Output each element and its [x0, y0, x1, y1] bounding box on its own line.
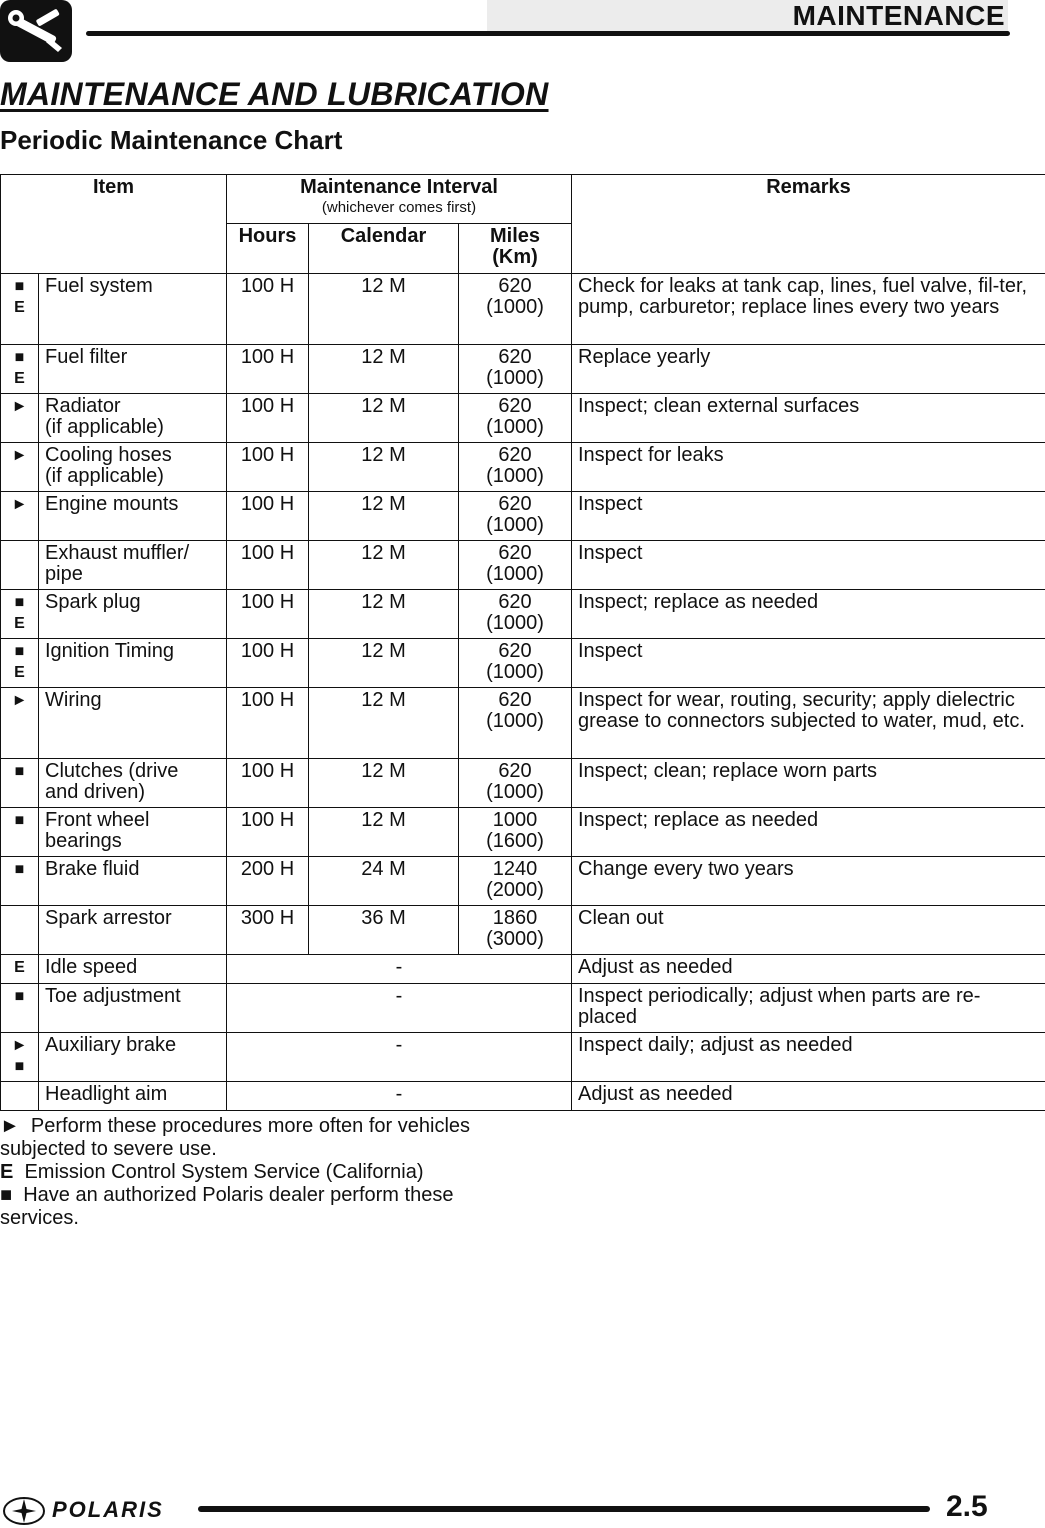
row-symbols: ►: [1, 688, 39, 759]
row-calendar: 24 M: [309, 857, 459, 906]
polaris-star-icon: [2, 1496, 48, 1526]
row-symbols: [1, 906, 39, 955]
row-hours: 100 H: [227, 345, 309, 394]
row-remarks: Inspect; clean; replace worn parts: [572, 759, 1045, 808]
header-calendar: Calendar: [309, 224, 459, 274]
row-symbols: [1, 541, 39, 590]
row-hours: 100 H: [227, 639, 309, 688]
row-calendar: 12 M: [309, 688, 459, 759]
table-row: [1, 639, 1045, 688]
row-miles: 620 (1000): [459, 759, 572, 808]
legend-severe-use: ► Perform these procedures more often for vehicles subjected to severe use.: [0, 1115, 471, 1160]
row-miles: 1240 (2000): [459, 857, 572, 906]
row-item: Brake fluid: [39, 857, 227, 906]
row-interval: -: [227, 955, 572, 984]
row-remarks: Inspect daily; adjust as needed: [572, 1033, 1045, 1082]
row-remarks: Inspect for leaks: [572, 443, 1045, 492]
legend-dealer: ■ Have an authorized Polaris dealer perform these services.: [0, 1184, 454, 1229]
row-miles: 1000 (1600): [459, 808, 572, 857]
table-row: [1, 394, 1045, 443]
table-row: [1, 808, 1045, 857]
table-row: [1, 759, 1045, 808]
row-hours: 100 H: [227, 688, 309, 759]
footer-rule: [198, 1506, 930, 1512]
row-remarks: Inspect periodically; adjust when parts are re-placed: [572, 984, 1045, 1033]
table-row: [1, 857, 1045, 906]
table-row: [1, 541, 1045, 590]
row-remarks: Adjust as needed: [572, 955, 1045, 984]
row-item: Toe adjustment: [39, 984, 227, 1033]
row-symbols: ■: [1, 759, 39, 808]
row-interval: -: [227, 1033, 572, 1082]
header-rule: [86, 31, 1010, 36]
row-item: Ignition Timing: [39, 639, 227, 688]
row-interval: -: [227, 984, 572, 1033]
row-remarks: Adjust as needed: [572, 1082, 1045, 1111]
row-item: Spark arrestor: [39, 906, 227, 955]
row-calendar: 36 M: [309, 906, 459, 955]
row-symbols: [1, 1082, 39, 1111]
wrench-screwdriver-icon: [6, 8, 66, 54]
table-row: [1, 1033, 1045, 1082]
row-calendar: 12 M: [309, 394, 459, 443]
row-calendar: 12 M: [309, 808, 459, 857]
row-remarks: Inspect: [572, 492, 1045, 541]
row-symbols: ► ■: [1, 1033, 39, 1082]
row-miles: 620 (1000): [459, 274, 572, 345]
row-miles: 620 (1000): [459, 590, 572, 639]
row-miles: 620 (1000): [459, 541, 572, 590]
row-hours: 100 H: [227, 274, 309, 345]
row-miles: 1860 (3000): [459, 906, 572, 955]
row-symbols: ■ E: [1, 590, 39, 639]
emission-icon: E: [0, 1161, 14, 1183]
table-row: [1, 345, 1045, 394]
row-symbols: ■: [1, 857, 39, 906]
table-row: [1, 955, 1045, 984]
row-item: Radiator (if applicable): [39, 394, 227, 443]
row-item: Clutches (drive and driven): [39, 759, 227, 808]
row-remarks: Inspect; replace as needed: [572, 590, 1045, 639]
page-title: MAINTENANCE AND LUBRICATION: [0, 76, 549, 112]
row-hours: 100 H: [227, 541, 309, 590]
row-item: Front wheel bearings: [39, 808, 227, 857]
header-interval: Maintenance Interval (whichever comes first): [227, 175, 572, 224]
chart-legend: [0, 1115, 500, 1230]
row-item: Headlight aim: [39, 1082, 227, 1111]
table-row: [1, 906, 1045, 955]
brand-logo: POLARIS: [52, 1497, 164, 1522]
row-calendar: 12 M: [309, 759, 459, 808]
header-item: Item: [1, 175, 227, 274]
row-hours: 100 H: [227, 808, 309, 857]
row-remarks: Clean out: [572, 906, 1045, 955]
row-item: Idle speed: [39, 955, 227, 984]
row-remarks: Replace yearly: [572, 345, 1045, 394]
row-interval: -: [227, 1082, 572, 1111]
page-number: 2.5: [946, 1490, 988, 1523]
row-remarks: Check for leaks at tank cap, lines, fuel valve, fil-ter, pump, carburetor; replace lines every two years: [572, 274, 1045, 345]
row-symbols: ■: [1, 984, 39, 1033]
row-symbols: ►: [1, 492, 39, 541]
legend-emission: E Emission Control System Service (California): [0, 1161, 424, 1183]
row-calendar: 12 M: [309, 541, 459, 590]
arrow-icon: ►: [0, 1115, 20, 1137]
row-calendar: 12 M: [309, 443, 459, 492]
row-miles: 620 (1000): [459, 639, 572, 688]
row-symbols: E: [1, 955, 39, 984]
row-remarks: Change every two years: [572, 857, 1045, 906]
table-row: [1, 492, 1045, 541]
header-hours: Hours: [227, 224, 309, 274]
row-calendar: 12 M: [309, 639, 459, 688]
row-item: Exhaust muffler/ pipe: [39, 541, 227, 590]
row-remarks: Inspect: [572, 639, 1045, 688]
row-hours: 300 H: [227, 906, 309, 955]
maintenance-chart-table: [0, 174, 1045, 1111]
row-hours: 100 H: [227, 443, 309, 492]
row-miles: 620 (1000): [459, 345, 572, 394]
row-item: Engine mounts: [39, 492, 227, 541]
row-item: Fuel system: [39, 274, 227, 345]
row-symbols: ►: [1, 443, 39, 492]
row-remarks: Inspect for wear, routing, security; apply dielectric grease to connectors subjected to water, mud, etc.: [572, 688, 1045, 759]
row-miles: 620 (1000): [459, 688, 572, 759]
chart-title: Periodic Maintenance Chart: [0, 125, 343, 155]
table-row: [1, 443, 1045, 492]
square-icon: ■: [0, 1184, 13, 1206]
row-item: Auxiliary brake: [39, 1033, 227, 1082]
table-row: [1, 1082, 1045, 1111]
table-row: [1, 590, 1045, 639]
row-calendar: 12 M: [309, 492, 459, 541]
header-remarks: Remarks: [572, 175, 1045, 274]
table-row: [1, 688, 1045, 759]
row-item: Fuel filter: [39, 345, 227, 394]
row-item: Spark plug: [39, 590, 227, 639]
row-remarks: Inspect; clean external surfaces: [572, 394, 1045, 443]
row-symbols: ■ E: [1, 345, 39, 394]
section-icon-badge: [0, 0, 72, 62]
row-hours: 100 H: [227, 492, 309, 541]
row-calendar: 12 M: [309, 590, 459, 639]
header-miles: Miles (Km): [459, 224, 572, 274]
row-hours: 100 H: [227, 394, 309, 443]
row-symbols: ■: [1, 808, 39, 857]
row-calendar: 12 M: [309, 345, 459, 394]
row-symbols: ■ E: [1, 274, 39, 345]
row-symbols: ►: [1, 394, 39, 443]
row-miles: 620 (1000): [459, 394, 572, 443]
row-remarks: Inspect; replace as needed: [572, 808, 1045, 857]
row-item: Wiring: [39, 688, 227, 759]
section-title: MAINTENANCE: [792, 0, 1005, 31]
row-hours: 100 H: [227, 590, 309, 639]
row-calendar: 12 M: [309, 274, 459, 345]
row-remarks: Inspect: [572, 541, 1045, 590]
row-miles: 620 (1000): [459, 443, 572, 492]
row-symbols: ■ E: [1, 639, 39, 688]
row-hours: 100 H: [227, 759, 309, 808]
row-miles: 620 (1000): [459, 492, 572, 541]
table-row: [1, 984, 1045, 1033]
table-row: [1, 274, 1045, 345]
row-hours: 200 H: [227, 857, 309, 906]
row-item: Cooling hoses (if applicable): [39, 443, 227, 492]
